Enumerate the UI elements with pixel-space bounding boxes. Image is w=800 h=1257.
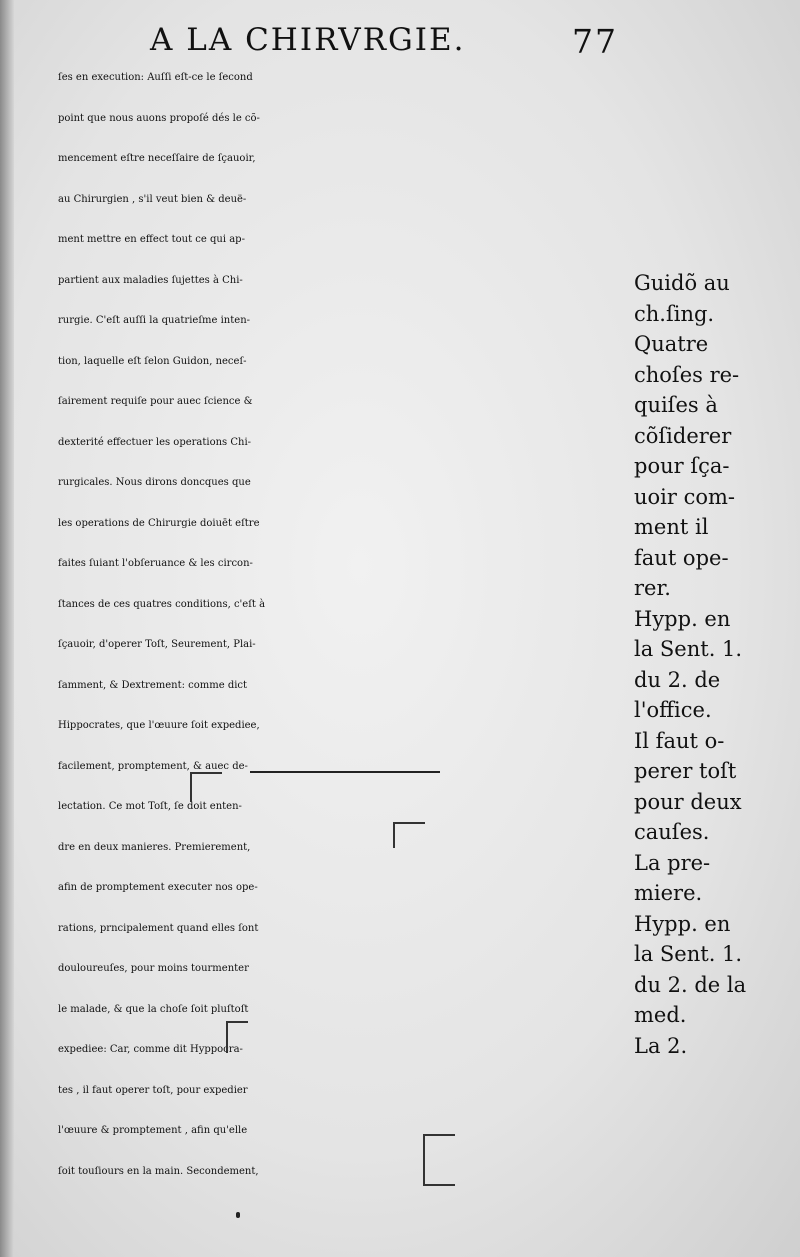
- text-line: ſtances de ces quatres conditions, c'eſt à: [58, 598, 266, 610]
- text-line: afin de promptement executer nos ope-: [58, 882, 258, 893]
- ink-speck: [236, 1212, 240, 1218]
- margin-note-line: du 2. de la: [634, 972, 747, 997]
- text-line: ſçauoir, d'operer Toſt, Seurement, Plai-: [58, 639, 256, 650]
- margin-note-line: quiſes à: [634, 393, 718, 417]
- text-line: Hippocrates, que l'œuure ſoit expediee,: [58, 720, 260, 731]
- margin-note-line: med.: [634, 1003, 687, 1027]
- main-text-column: [58, 58, 638, 1192]
- handwritten-underline: [250, 771, 440, 773]
- text-line: mencement eſtre neceſſaire de ſçauoir,: [58, 153, 256, 164]
- text-line: ſamment, & Dextrement: comme dict: [58, 679, 248, 691]
- text-line: ſes en execution: Auſſi eſt-ce le ſecond: [58, 72, 253, 83]
- margin-note-line: Hypp. en: [634, 911, 731, 936]
- text-line: les operations de Chirurgie doiuēt eſtre: [58, 517, 260, 529]
- text-line: point que nous auons propoſé dés le cõ-: [58, 112, 260, 124]
- text-line: faites ſuiant l'obſeruance & les circon-: [58, 558, 253, 569]
- text-line: tion, laquelle eſt ſelon Guidon, neceſ-: [58, 355, 247, 367]
- margin-note-line: ment il: [634, 515, 709, 539]
- margin-note-line: la Sent. 1.: [634, 637, 743, 661]
- handwritten-bracket-mark: [226, 1021, 248, 1053]
- text-line: lectation. Ce mot Toſt, ſe doit enten-: [58, 801, 242, 812]
- page-gutter-shadow: [0, 0, 14, 1257]
- margin-note-line: perer toſt: [634, 759, 737, 783]
- text-line: partient aux maladies ſujettes à Chi-: [58, 274, 243, 286]
- margin-note-line: Il faut o-: [634, 728, 725, 753]
- text-line: facilement, promptement, & auec de-: [58, 760, 248, 772]
- text-line: rations, prncipalement quand elles ſont: [58, 922, 259, 934]
- margin-note-line: La 2.: [634, 1033, 688, 1058]
- text-line: dre en deux manieres. Premierement,: [58, 841, 251, 853]
- text-line: ſoit touſiours en la main. Secondement,: [58, 1165, 259, 1177]
- text-line: expediee: Car, comme dit Hyppocra-: [58, 1044, 243, 1055]
- margin-note-line: l'office.: [634, 698, 712, 722]
- page-number: 77: [572, 22, 618, 61]
- margin-note-line: miere.: [634, 881, 703, 905]
- margin-note-line: Quatre: [634, 332, 709, 356]
- text-line: douloureuſes, pour moins tourmenter: [58, 963, 249, 974]
- running-title: A LA CHIRVRGIE.: [150, 22, 466, 58]
- margin-note-line: choſes re-: [634, 362, 740, 387]
- margin-note-line: cõſiderer: [634, 423, 732, 448]
- margin-note-line: du 2. de: [634, 667, 721, 692]
- text-line: l'œuure & promptement , afin qu'elle: [58, 1125, 248, 1136]
- text-line: ſairement requiſe pour auec ſcience &: [58, 396, 253, 407]
- handwritten-bracket-mark: [190, 772, 222, 802]
- handwritten-bracket-mark: [423, 1134, 455, 1186]
- margin-note-line: faut ope-: [634, 545, 729, 570]
- margin-note-line: pour deux: [634, 789, 742, 814]
- margin-note-line: Hypp. en: [634, 606, 731, 631]
- text-line: le malade, & que la choſe ſoit pluſtoſt: [58, 1003, 249, 1015]
- text-line: dexterité effectuer les operations Chi-: [58, 436, 252, 448]
- margin-note-line: cauſes.: [634, 820, 710, 844]
- margin-note-line: uoir com-: [634, 484, 736, 509]
- margin-note-line: Guidõ au: [634, 271, 730, 295]
- text-line: au Chirurgien , s'il veut bien & deuë-: [58, 193, 247, 205]
- margin-note-line: pour ſça-: [634, 454, 730, 478]
- marginal-notes: [634, 268, 784, 1061]
- text-line: rurgicales. Nous dirons doncques que: [58, 477, 251, 488]
- margin-note-line: la Sent. 1.: [634, 942, 743, 966]
- margin-note-line: rer.: [634, 576, 671, 600]
- text-line: rurgie. C'eſt auſſi la quatrieſme inten-: [58, 315, 251, 326]
- margin-note-line: ch.ſing.: [634, 301, 715, 326]
- text-line: ment mettre en effect tout ce qui ap-: [58, 234, 245, 245]
- margin-note-line: La pre-: [634, 850, 711, 875]
- handwritten-bracket-mark: [393, 822, 425, 848]
- text-line: tes , il faut operer toſt, pour expedier: [58, 1084, 248, 1096]
